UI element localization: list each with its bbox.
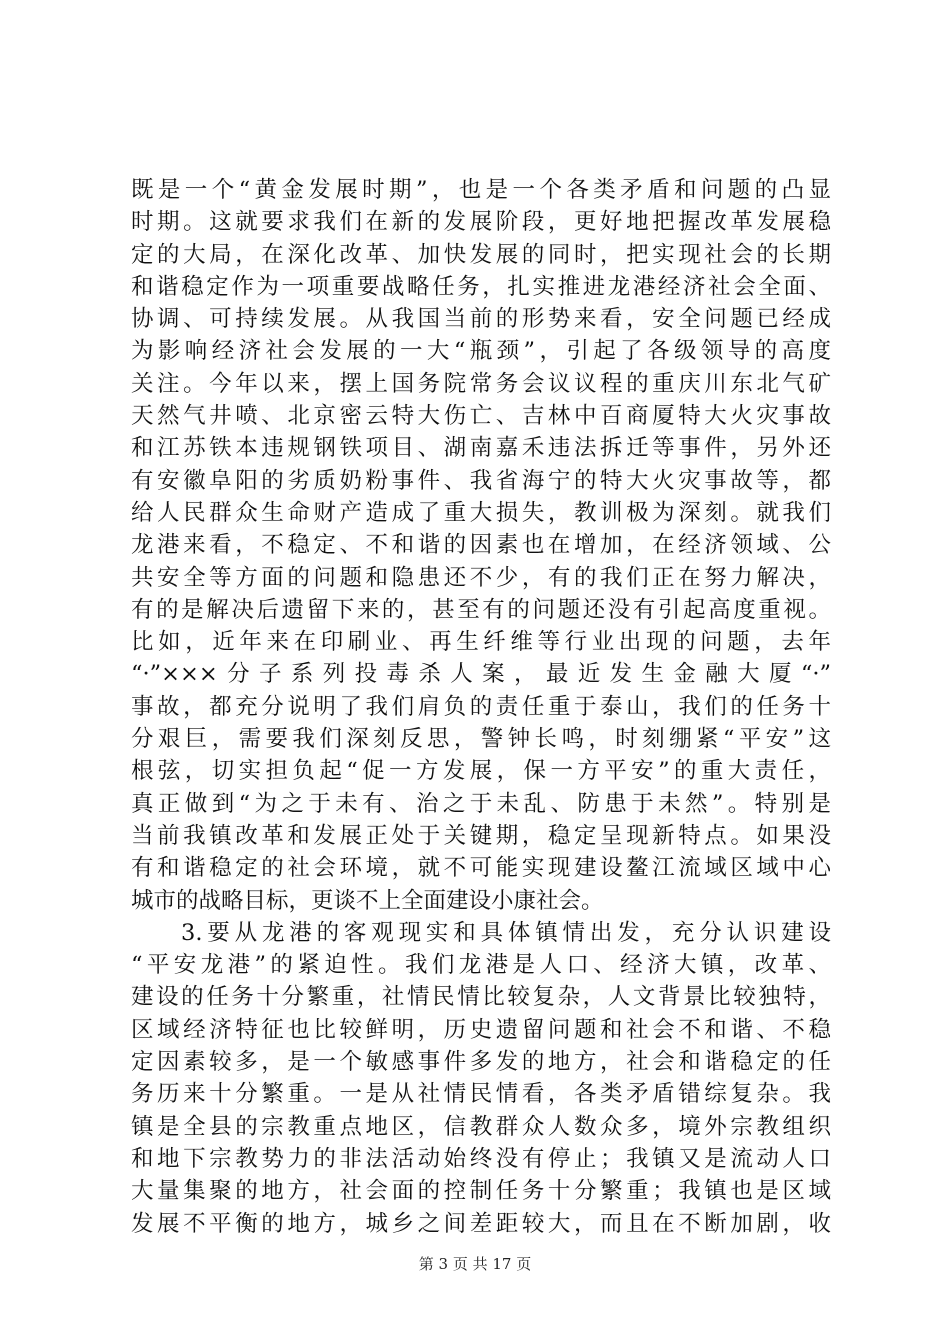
- text-line: 给人民群众生命财产造成了重大损失，教训极为深刻。就我们: [131, 499, 831, 526]
- text-line: 共安全等方面的问题和隐患还不少，有的我们正在努力解决，: [131, 564, 831, 591]
- text-line: 和地下宗教势力的非法活动始终没有停止；我镇又是流动人口: [131, 1145, 831, 1172]
- text-line: 城市的战略目标，更谈不上全面建设小康社会。: [131, 887, 604, 914]
- text-line: 大量集聚的地方，社会面的控制任务十分繁重；我镇也是区域: [131, 1178, 831, 1205]
- text-line: 根弦，切实担负起“促一方发展，保一方平安”的重大责任，: [131, 758, 831, 785]
- text-line: “平安龙港”的紧迫性。我们龙港是人口、经济大镇，改革、: [131, 952, 831, 979]
- text-line: 分艰巨，需要我们深刻反思，警钟长鸣，时刻绷紧“平安”这: [131, 726, 831, 753]
- text-line: 和谐稳定作为一项重要战略任务，扎实推进龙港经济社会全面、: [131, 273, 831, 300]
- text-line: 事故，都充分说明了我们肩负的责任重于泰山，我们的任务十: [131, 693, 831, 720]
- text-line: 时期。这就要求我们在新的发展阶段，更好地把握改革发展稳: [131, 209, 831, 236]
- text-line: 建设的任务十分繁重，社情民情比较复杂，人文背景比较独特，: [131, 984, 831, 1011]
- text-line: 务历来十分繁重。一是从社情民情看，各类矛盾错综复杂。我: [131, 1081, 831, 1108]
- text-line: 定因素较多，是一个敏感事件多发的地方，社会和谐稳定的任: [131, 1049, 831, 1076]
- text-line: 比如，近年来在印刷业、再生纤维等行业出现的问题，去年: [131, 629, 831, 656]
- text-line: “·”×××分子系列投毒杀人案，最近发生金融大厦“·”: [131, 661, 831, 688]
- text-line: 龙港来看，不稳定、不和谐的因素也在增加，在经济领域、公: [131, 532, 831, 559]
- text-line: 关注。今年以来，摆上国务院常务会议议程的重庆川东北气矿: [131, 370, 831, 397]
- text-line: 为影响经济社会发展的一大“瓶颈”，引起了各级领导的高度: [131, 338, 831, 365]
- text-line: 和江苏铁本违规钢铁项目、湖南嘉禾违法拆迁等事件，另外还: [131, 435, 831, 462]
- page-footer: [0, 1253, 950, 1274]
- text-line: 定的大局，在深化改革、加快发展的同时，把实现社会的长期: [131, 241, 831, 268]
- text-line: 镇是全县的宗教重点地区，信教群众人数众多，境外宗教组织: [131, 1113, 831, 1140]
- text-line: 天然气井喷、北京密云特大伤亡、吉林中百商厦特大火灾事故: [131, 403, 831, 430]
- text-line: 3.要从龙港的客观现实和具体镇情出发，充分认识建设: [181, 919, 831, 946]
- text-line: 区域经济特征也比较鲜明，历史遗留问题和社会不和谐、不稳: [131, 1016, 831, 1043]
- text-line: 有和谐稳定的社会环境，就不可能实现建设鳌江流域区域中心: [131, 855, 831, 882]
- body-text: [131, 174, 831, 1240]
- text-line: 真正做到“为之于未有、治之于未乱、防患于未然”。特别是: [131, 790, 831, 817]
- page-number-label: 第 3 页 共 17 页: [418, 1255, 532, 1273]
- text-line: 既是一个“黄金发展时期”，也是一个各类矛盾和问题的凸显: [131, 177, 831, 203]
- text-line: 有的是解决后遗留下来的，甚至有的问题还没有引起高度重视。: [131, 596, 831, 623]
- text-line: 发展不平衡的地方，城乡之间差距较大，而且在不断加剧，收: [131, 1210, 831, 1237]
- text-line: 当前我镇改革和发展正处于关键期，稳定呈现新特点。如果没: [131, 822, 831, 849]
- text-line: 有安徽阜阳的劣质奶粉事件、我省海宁的特大火灾事故等，都: [131, 467, 831, 494]
- text-line: 协调、可持续发展。从我国当前的形势来看，安全问题已经成: [131, 306, 831, 333]
